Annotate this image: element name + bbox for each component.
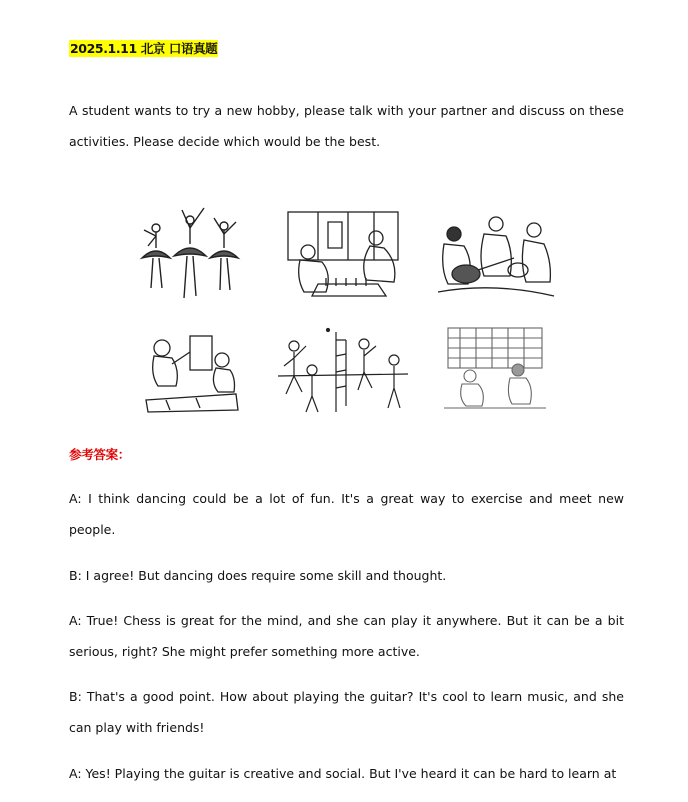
guitar-illustration — [434, 212, 558, 304]
dialogue-line-1: A: I think dancing could be a lot of fun. It's a great way to exercise and meet new people. — [69, 491, 624, 537]
dialogue-line-2: B: I agree! But dancing does require some skill and thought. — [69, 568, 447, 583]
page-title: 2025.1.11 北京 口语真题 — [70, 41, 218, 56]
dialogue-line-3: A: True! Chess is great for the mind, and she can play it anywhere. But it can be a bit serious, right? She might prefer something more active. — [69, 613, 624, 659]
dialogue-line-5: A: Yes! Playing the guitar is creative and social. But I've heard it can be hard to learn at — [69, 766, 617, 781]
task-prompt: A student wants to try a new hobby, please talk with your partner and discuss on these activities. Please decide which would be the best. — [69, 103, 624, 149]
answer-heading: 参考答案： — [69, 447, 131, 462]
reading-illustration — [440, 322, 550, 414]
ballet-dancing-illustration — [134, 200, 246, 308]
page-bottom-edge — [0, 796, 688, 802]
badminton-illustration — [276, 326, 410, 416]
painting-illustration — [136, 330, 242, 414]
chess-illustration — [278, 208, 408, 304]
dialogue-line-4: B: That's a good point. How about playing the guitar? It's cool to learn music, and she can play with friends! — [69, 689, 624, 735]
